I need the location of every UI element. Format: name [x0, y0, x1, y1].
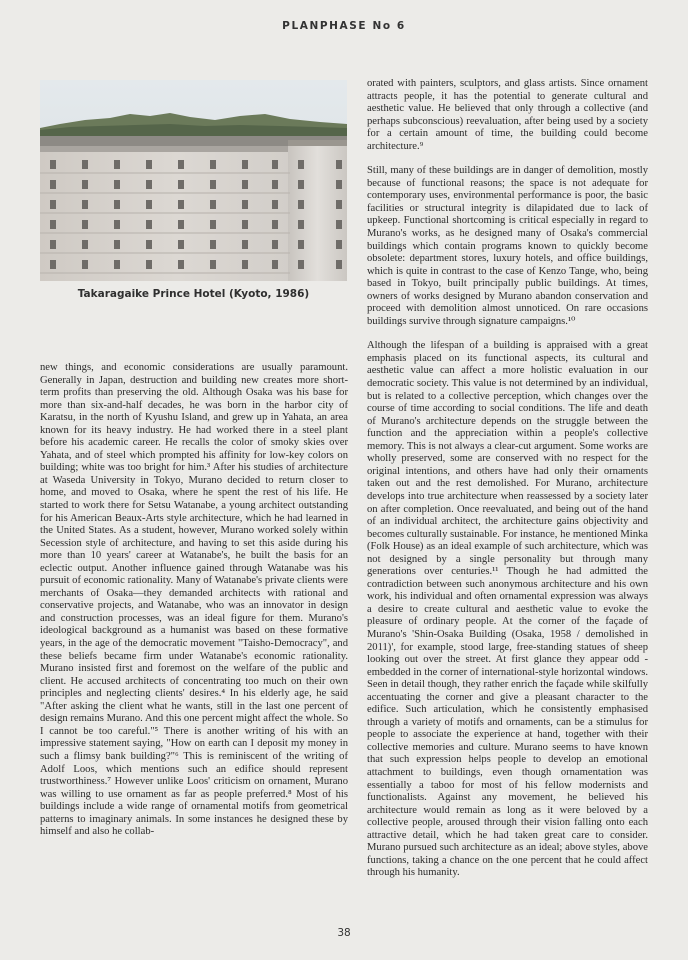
right-paragraph-1: orated with painters, sculptors, and glass artists. Since ornament attracts people, it has the potential to generate cultural and aesthetic value. He believed that only through a collective (and perhaps subconscious) reevaluation, after being used by a society for a certain amount of time, the building could become architecture.⁹: [367, 78, 648, 152]
photo-caption: Takaragaike Prince Hotel (Kyoto, 1986): [77, 288, 310, 300]
left-column-text: [40, 362, 348, 839]
right-column-text: [367, 78, 648, 880]
right-paragraph-2: Still, many of these buildings are in danger of demolition, mostly because of functional reasons; the space is not adequate for contemporary uses, environmental performance is poor, the basic facilities or structural integrity is dilapidated due to lack of upkeep. Functional shortcoming is critical especially in regard to Murano's works, as he designed many of Osaka's commercial buildings which contain programs known to quickly become obsolete: department stores, luxury hotels, and office buildings, which is quite in contrast to the case of Kenzo Tange, who, being based in Tokyo, built principally public buildings. At times, owners of works designed by Murano abandon conservation and proceed with demolition almost unnoticed. On rare occasions buildings survive through signature campaigns.¹⁰: [367, 165, 648, 327]
left-paragraph-1: new things, and economic considerations are usually paramount. Generally in Japan, destruction and building new creates more short-term profits than preserving the old. Although Osaka was his base for more than six-and-half decades, he was born in the harbor city of Karatsu, in the north of Kyushu Island, and grew up in Yahata, an area known for its heavy industry. He had worked there in a steel plant before his academic career. He recalls the color of smoky skies over Yahata, and of steel which prompted his affinity for low-key colors on building; white was too bright for him.³ After his studies of architecture at Waseda University in Tokyo, Murano decided to return closer to home, and moved to Osaka, where he spent the rest of his life. He started to work there for Setsu Watanabe, a young architect outstanding for his American Beaux-Arts style architecture, which he had learned in the United States. As a student, however, Murano worked solely within Secession style of architecture, and having to set this aside during his more than 10 years' career at Watanabe's, he built the basis for an eclectic output. Another influence gained through Watanabe was his pursuit of economic rationality. Many of Watanabe's private clients were merchants of Osaka—they demanded architects with rational and conservative projects, and Watanabe, who was an innovator in design and construction processes, was an ideal figure for them. Murano's ideological background as a humanist was based on these formative years, in the age of the democratic movement "Taisho-Democracy", and these beliefs became firm under Watanabe's economic rationality. Murano insisted first and foremost on the welfare of the public and client. He accused architects of concentrating too much on their own principles and neglecting clients' desires.⁴ In his elderly age, he said "After asking the client what he wants, still in the last one percent of design remains Murano. And this one percent might affect the whole. So I cannot be too careful."⁵ There is another writing of his with an impressive statement saying, "How on earth can I deposit my money in such a flimsy bank building?"⁶ This is reminiscent of the writing of Adolf Loos, which mentions such an edifice should represent trustworthiness.⁷ However unlike Loos' criticism on ornament, Murano was willing to use ornament as far as people preferred.⁸ Most of his buildings include a wide range of ornamental motifs from geometrical patterns to imaginary animals. In some instances he designed these by himself and also he collab-: [40, 362, 348, 838]
hotel-photo: [40, 80, 347, 281]
right-paragraph-3: Although the lifespan of a building is appraised with a great emphasis placed on its functional aspects, its cultural and aesthetic value can affect a more holistic evaluation in our democratic society. This value is not determined by an individual, but is related to a collective perception, which changes over the course of time according to social conditions. The life and death of Murano's architecture depends on the struggle between the function and the appreciation within a people's collective memory. This is not always a clear-cut argument. Some works are wholly preserved, some are conserved with no respect for the original intentions, and others have had only their ornaments taken out and the rest demolished. For Murano, architecture develops into true architecture when reassessed by a society later on after completion. Once reevaluated, and being out of the hand of an individual architect, the architecture gains objectivity and becomes culturally sustainable. For instance, he mentioned Minka (Folk House) as an ideal example of such architecture, which was not designed by a single personality but through many generations over centuries.¹¹ Though he had admitted the contradiction between such anonymous architecture and his own work, his individual and often ornamental expression was always a desire to create cultural and aesthetic value to evoke the pleasure of ordinary people. At the corner of the façade of Murano's 'Shin-Osaka Building (Osaka, 1958 / demolished in 2011)', for example, stood large, free-standing statues of sheep looking out over the street. At first glance they appear odd - embedded in the corner of international-style horizontal windows. Seen in detail though, they rather enrich the façade while skilfully accentuating the corner and give a pleasant character to the edifice. Such articulation, which he consistently emphasised through a variety of motifs and ornaments, can be a stimulus for people to associate the experience at hand, together with their collective memories and culture. Murano seems to have known that such expression helps people to develop an emotional attachment to buildings, even though ornamentation was essentially a taboo for most of his fellow modernists and functionalists. Against any movement, he believed his architecture would remain as long as it were beloved by a collective people, aroused through their vision falling onto each attractive detail, which he had taken great care to consider. Murano pursued such architecture as an ideal; above styles, above functions, taking a chance on the one percent that he could affect through his humanity.: [367, 340, 648, 879]
building-photo-icon: [40, 80, 347, 281]
journal-header: PLANPHASE No 6: [282, 20, 406, 32]
page-number: 38: [337, 927, 351, 939]
